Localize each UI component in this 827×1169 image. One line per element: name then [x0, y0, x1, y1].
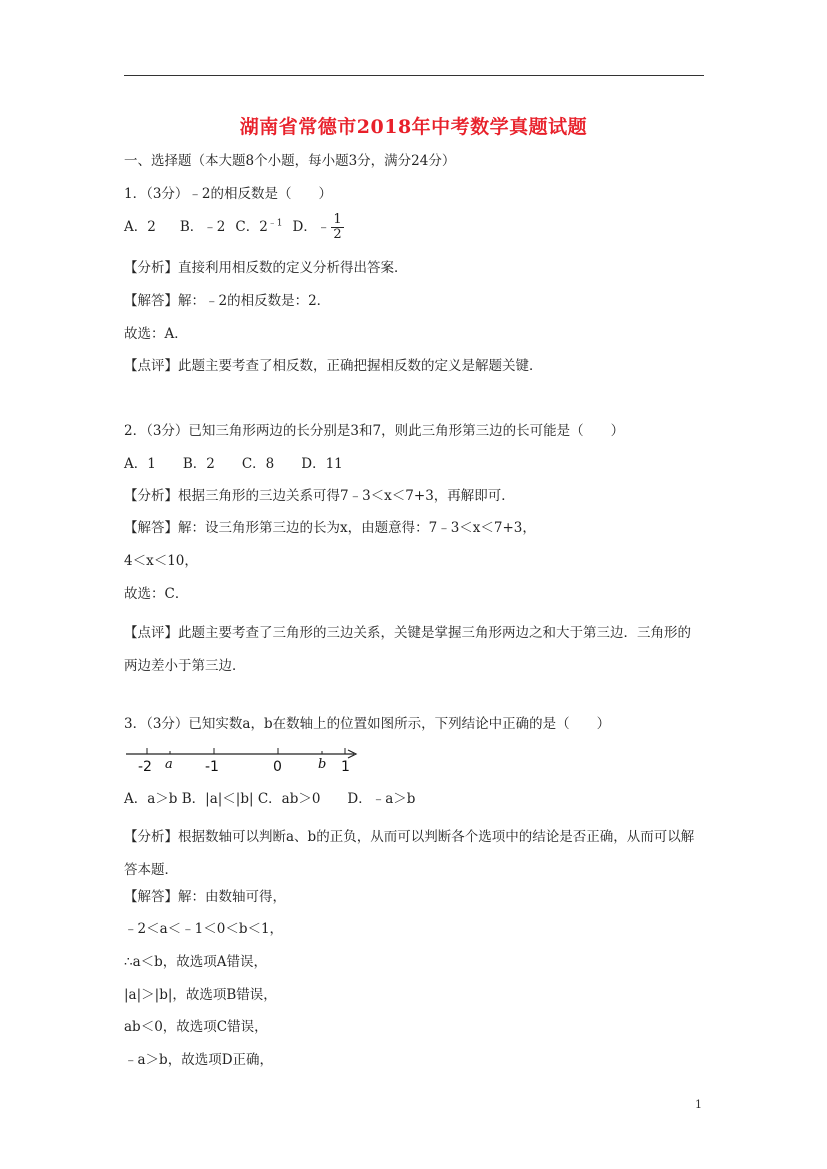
q1-solution: 【解答】解：﹣2的相反数是：2． [124, 293, 331, 309]
label-1: 1 [341, 759, 350, 775]
q3-analysis: 【分析】根据数轴可以判断a、b的正负，从而可以判断各个选项中的结论是否正确，从而可以解答本题． [124, 829, 695, 878]
q1-options [124, 213, 344, 242]
q1-option-d: D．﹣ $\frac{1}{2}$ [292, 212, 342, 242]
q1-analysis: 【分析】直接利用相反数的定义分析得出答案． [124, 260, 408, 276]
header-rule [124, 75, 704, 76]
label-0: 0 [273, 759, 282, 775]
page-number: 1 [695, 1098, 702, 1111]
label-a: a [165, 757, 173, 772]
label-neg1: -1 [205, 759, 219, 775]
q1-option-a: A．2 [124, 219, 156, 235]
q2-comment: 【点评】此题主要考查了三角形的三边关系，关键是掌握三角形两边之和大于第三边．三角形的两边差小于第三边． [124, 625, 691, 674]
q1-comment: 【点评】此题主要考查了相反数，正确把握相反数的定义是解题关键． [124, 358, 543, 374]
number-line-figure [124, 740, 374, 776]
q2-analysis: 【分析】根据三角形的三边关系可得7﹣3＜x＜7+3，再解即可． [124, 488, 515, 504]
fraction: $\frac{1}{2}$ [333, 212, 342, 242]
q2-step: 4＜x＜10， [124, 553, 198, 569]
q2-choice: 故选：C． [124, 586, 189, 602]
label-neg2: -2 [138, 759, 152, 775]
q3-solution: 【解答】解：由数轴可得， [124, 889, 286, 905]
q3-step: ﹣a＞b，故选项D正确， [124, 1052, 274, 1068]
q3-step: ﹣2＜a＜﹣1＜0＜b＜1， [124, 921, 284, 937]
q3-options: A．a＞b B．|a|＜|b| C．ab＞0 D．﹣a＞b [124, 791, 416, 807]
q3-step: ∴a＜b，故选项A错误， [124, 954, 268, 970]
label-b: b [318, 757, 327, 772]
q1-stem: 1．（3分）﹣2的相反数是（ ） [124, 186, 333, 202]
section-heading: 一、选择题（本大题8个小题，每小题3分，满分24分） [124, 153, 456, 169]
q1-option-b: B．﹣2 [179, 219, 226, 235]
q1-choice: 故选：A． [124, 326, 188, 342]
page-title: 湖南省常德市2018年中考数学真题试题 [239, 116, 588, 138]
q1-option-c: C．$2^{﹣1}$ [235, 218, 283, 235]
q2-stem: 2．（3分）已知三角形两边的长分别是3和7，则此三角形第三边的长可能是（ ） [124, 423, 625, 439]
q3-step: ab＜0，故选项C错误， [124, 1019, 268, 1035]
q2-options: A．1 B．2 C．8 D．11 [124, 456, 343, 472]
q3-stem: 3．（3分）已知实数a，b在数轴上的位置如图所示，下列结论中正确的是（ ） [124, 716, 611, 732]
q2-solution: 【解答】解：设三角形第三边的长为x，由题意得：7﹣3＜x＜7+3， [124, 520, 536, 536]
q3-step: |a|＞|b|，故选项B错误， [124, 987, 277, 1003]
